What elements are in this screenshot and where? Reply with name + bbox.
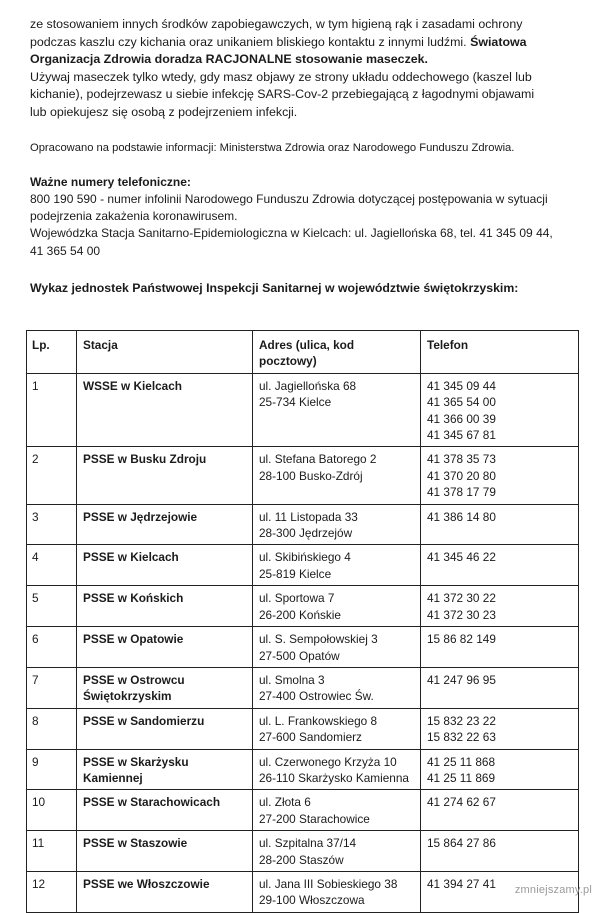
table-row — [27, 545, 579, 586]
phone-number: 41 372 30 22 — [427, 591, 496, 606]
row-address — [253, 831, 421, 872]
stations-table — [26, 330, 579, 913]
address-street: ul. Jagiellońska 68 — [259, 378, 357, 393]
header-station: Stacja — [77, 331, 253, 374]
phone-number: 41 345 46 22 — [427, 550, 496, 565]
row-address — [253, 790, 421, 831]
phone-number: 15 86 82 149 — [427, 632, 496, 647]
phone-number: 41 25 11 868 — [427, 754, 496, 769]
row-lp: 4 — [27, 545, 77, 586]
row-address — [253, 871, 421, 912]
address-postal: 26-200 Końskie — [259, 607, 341, 622]
row-phones — [421, 749, 579, 790]
row-address — [253, 667, 421, 708]
row-lp: 11 — [27, 831, 77, 872]
row-lp: 7 — [27, 667, 77, 708]
row-phones — [421, 504, 579, 545]
phone-number: 15 832 23 22 — [427, 713, 496, 728]
phone-number: 41 366 00 39 — [427, 411, 496, 426]
phone-number: 15 832 22 63 — [427, 730, 496, 745]
intro-line-1: ze stosowaniem innych środków zapobiegawczych, w tym higieną rąk i zasadami ochrony — [30, 17, 523, 31]
header-address: Adres (ulica, kod pocztowy) — [253, 331, 421, 374]
phone-number: 41 25 11 869 — [427, 770, 496, 785]
row-station: PSSE w Starachowicach — [77, 790, 253, 831]
table-row — [27, 627, 579, 668]
phone-number: 41 370 20 80 — [427, 468, 496, 483]
row-station: PSSE w Końskich — [77, 586, 253, 627]
table-row — [27, 447, 579, 504]
row-phones — [421, 831, 579, 872]
header-lp: Lp. — [27, 331, 77, 374]
row-lp: 5 — [27, 586, 77, 627]
phone-number: 15 864 27 86 — [427, 836, 496, 851]
intro-line-4: Używaj maseczek tylko wtedy, gdy masz objawy ze strony układu oddechowego (kaszel lub — [30, 69, 532, 84]
watermark: zmniejszamy.pl — [514, 884, 592, 896]
address-street: ul. Smolna 3 — [259, 672, 325, 687]
row-phones — [421, 708, 579, 749]
address-street: ul. S. Sempołowskiej 3 — [259, 632, 378, 647]
phone-number: 41 378 17 79 — [427, 485, 496, 500]
row-lp: 9 — [27, 749, 77, 790]
intro-line-2-bold: Światowa — [470, 34, 527, 49]
intro-line-5: kichanie), podejrzewasz u siebie infekcję SARS-Cov-2 przebiegającą z łagodnymi objawami — [30, 87, 535, 101]
row-address — [253, 749, 421, 790]
phones-line-2: podejrzenia zakażenia koronawirusem. — [30, 209, 238, 224]
intro-line-6: lub opiekujesz się osobą z podejrzeniem infekcji. — [30, 104, 298, 119]
address-postal: 28-200 Staszów — [259, 852, 344, 867]
row-address — [253, 627, 421, 668]
row-phones — [421, 790, 579, 831]
table-row — [27, 831, 579, 872]
row-address — [253, 545, 421, 586]
row-station: PSSE w Sandomierzu — [77, 708, 253, 749]
address-street: ul. L. Frankowskiego 8 — [259, 713, 378, 728]
phone-number: 41 365 54 00 — [427, 395, 496, 410]
intro-line-2-text: podczas kaszlu czy kichania oraz unikaniem bliskiego kontaktu z innymi ludźmi. — [30, 34, 467, 49]
address-street: ul. 11 Listopada 33 — [259, 509, 358, 524]
table-row — [27, 504, 579, 545]
phone-number: 41 345 67 81 — [427, 428, 496, 443]
phones-title: Ważne numery telefoniczne: — [30, 175, 191, 189]
row-phones — [421, 667, 579, 708]
row-phones — [421, 447, 579, 504]
row-phones — [421, 586, 579, 627]
phone-number: 41 394 27 41 — [427, 876, 496, 891]
row-lp: 6 — [27, 627, 77, 668]
row-lp: 8 — [27, 708, 77, 749]
row-address — [253, 586, 421, 627]
row-phones — [421, 545, 579, 586]
phone-number: 41 274 62 67 — [427, 795, 496, 810]
row-station: PSSE w Opatowie — [77, 627, 253, 668]
address-street: ul. Stefana Batorego 2 — [259, 452, 377, 467]
phones-line-3: Wojewódzka Stacja Sanitarno-Epidemiologiczna w Kielcach: ul. Jagiellońska 68, tel. 41 345 09 44, — [30, 226, 553, 241]
phones-line-1: 800 190 590 - numer infolinii Narodowego Funduszu Zdrowia dotyczącej postępowania w sytuacji — [30, 192, 548, 206]
phone-number: 41 372 30 23 — [427, 607, 496, 622]
row-address — [253, 373, 421, 447]
address-postal: 27-200 Starachowice — [259, 811, 370, 826]
row-station: PSSE w Staszowie — [77, 831, 253, 872]
address-street: ul. Sportowa 7 — [259, 591, 335, 606]
document-body — [30, 16, 585, 297]
row-address — [253, 708, 421, 749]
address-postal: 26-110 Skarżysko Kamienna — [259, 770, 409, 785]
table-row — [27, 708, 579, 749]
address-postal: 27-400 Ostrowiec Św. — [259, 689, 374, 704]
intro-line-2 — [30, 34, 585, 52]
table-header-row — [27, 331, 579, 374]
phone-number: 41 345 09 44 — [427, 378, 496, 393]
address-postal: 27-500 Opatów — [259, 648, 340, 663]
row-phones — [421, 627, 579, 668]
row-lp: 1 — [27, 373, 77, 447]
table-row — [27, 586, 579, 627]
row-station: WSSE w Kielcach — [77, 373, 253, 447]
row-address — [253, 447, 421, 504]
address-street: ul. Złota 6 — [259, 795, 311, 810]
address-postal: 28-100 Busko-Zdrój — [259, 468, 363, 483]
row-address — [253, 504, 421, 545]
table-row — [27, 790, 579, 831]
address-street: ul. Czerwonego Krzyża 10 — [259, 754, 397, 769]
source-note: Opracowano na podstawie informacji: Ministerstwa Zdrowia oraz Narodowego Funduszu Zdrowia. — [30, 142, 515, 154]
address-street: ul. Szpitalna 37/14 — [259, 836, 357, 851]
row-station: PSSE w Busku Zdroju — [77, 447, 253, 504]
phone-number: 41 247 96 95 — [427, 672, 496, 687]
address-street: ul. Jana III Sobieskiego 38 — [259, 876, 398, 891]
address-postal: 25-819 Kielce — [259, 566, 332, 581]
table-body — [27, 373, 579, 912]
row-lp: 10 — [27, 790, 77, 831]
address-postal: 29-100 Włoszczowa — [259, 893, 365, 908]
phone-number: 41 386 14 80 — [427, 509, 496, 524]
row-phones — [421, 373, 579, 447]
phones-line-4: 41 365 54 00 — [30, 243, 101, 258]
table-row — [27, 373, 579, 447]
row-lp: 2 — [27, 447, 77, 504]
address-postal: 27-600 Sandomierz — [259, 730, 362, 745]
list-title: Wykaz jednostek Państwowej Inspekcji Sanitarnej w województwie świętokrzyskim: — [30, 280, 519, 295]
header-phone: Telefon — [421, 331, 579, 374]
intro-line-3-bold: Organizacja Zdrowia doradza RACJONALNE stosowanie maseczek. — [30, 52, 428, 66]
row-station: PSSE w Jędrzejowie — [77, 504, 253, 545]
phone-number: 41 378 35 73 — [427, 452, 496, 467]
row-station: PSSE w Skarżysku Kamiennej — [77, 749, 253, 790]
intro-paragraph — [30, 16, 585, 121]
row-station: PSSE we Włoszczowie — [77, 871, 253, 912]
row-station: PSSE w Kielcach — [77, 545, 253, 586]
table-row — [27, 871, 579, 912]
table-row — [27, 749, 579, 790]
row-station: PSSE w Ostrowcu Świętokrzyskim — [77, 667, 253, 708]
row-lp: 3 — [27, 504, 77, 545]
row-lp: 12 — [27, 871, 77, 912]
address-street: ul. Skibińskiego 4 — [259, 550, 351, 565]
address-postal: 28-300 Jędrzejów — [259, 526, 353, 541]
table-row — [27, 667, 579, 708]
address-postal: 25-734 Kielce — [259, 395, 332, 410]
phones-block — [30, 191, 585, 260]
